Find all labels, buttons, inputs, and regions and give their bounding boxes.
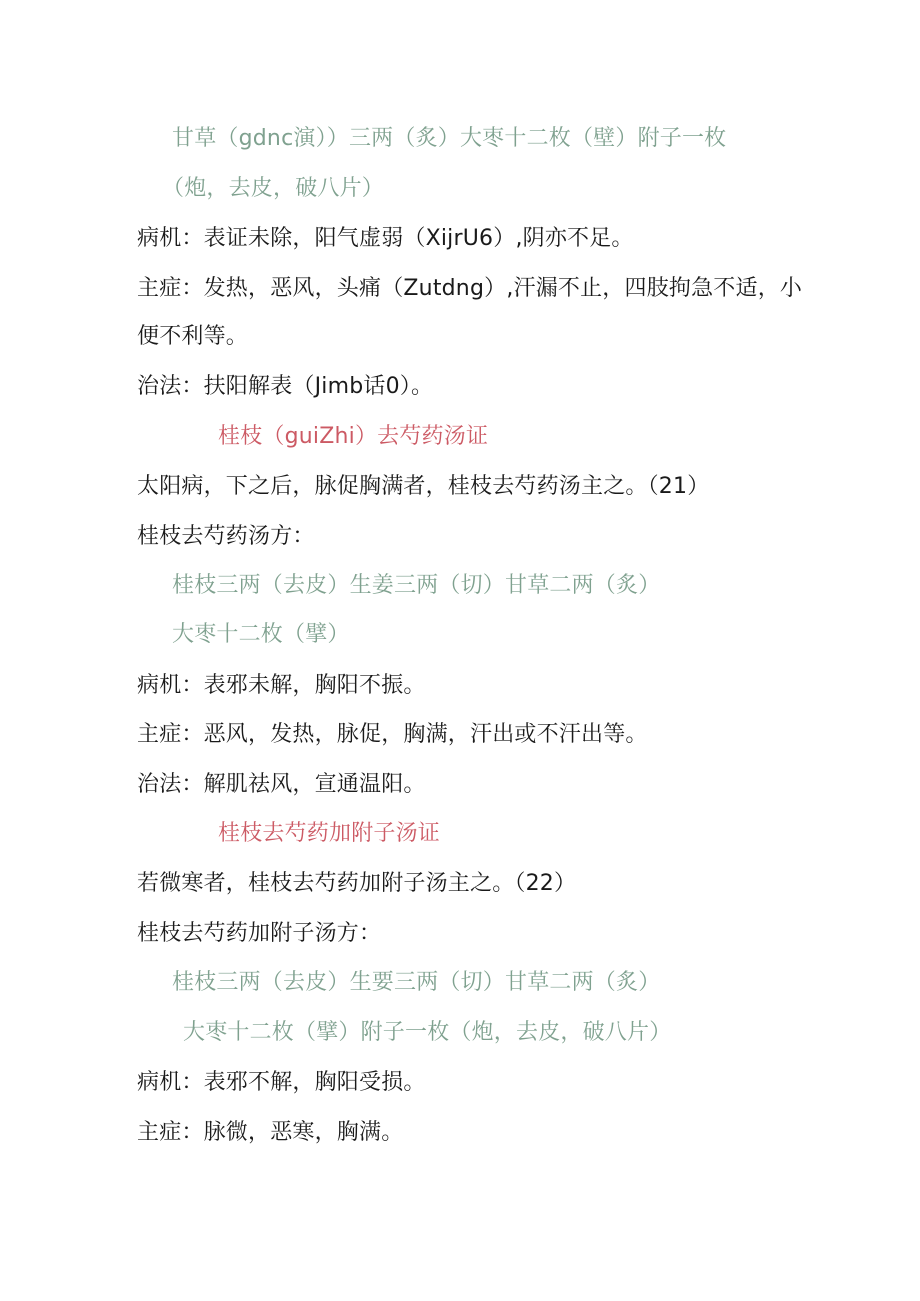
symptoms-line: 主症：发热，恶风，头痛（Zutdng）,汗漏不止，四肢拘急不适，小 [137,276,803,301]
clause-line: 若微寒者，桂枝去芍药加附子汤主之。（22） [137,871,577,896]
section-heading: 桂枝（guiZhi）去芍药汤证 [218,424,489,449]
prescription-title: 桂枝去芍药加附子汤方： [137,921,382,946]
section-heading: 桂枝去芍药加附子汤证 [218,821,441,846]
formula-line: 大枣十二枚（擘） [172,622,350,647]
treatment-line: 治法：解肌祛风，宣通温阳。 [137,772,426,797]
prescription-title: 桂枝去芍药汤方： [137,524,315,549]
pathogenesis-line: 病机：表证未除，阳气虚弱（XijrU6）,阴亦不足。 [137,226,634,251]
clause-line: 太阳病，下之后，脉促胸满者，桂枝去芍药汤主之。（21） [137,474,710,499]
formula-line: 大枣十二枚（擘）附子一枚（炮，去皮，破八片） [183,1020,672,1045]
formula-line: （炮，去皮，破八片） [162,176,385,201]
symptoms-line-continued: 便不利等。 [137,324,249,349]
formula-line: 桂枝三两（去皮）生要三两（切）甘草二两（炙） [172,970,661,995]
treatment-line: 治法：扶阳解表（Jimb话0）。 [137,374,434,399]
formula-line: 甘草（gdnc演））三两（炙）大枣十二枚（壁）附子一枚 [172,126,727,151]
symptoms-line: 主症：恶风，发热，脉促，胸满，汗出或不汗出等。 [137,722,648,747]
symptoms-line: 主症：脉微，恶寒，胸满。 [137,1120,404,1145]
formula-line: 桂枝三两（去皮）生姜三两（切）甘草二两（炙） [172,573,661,598]
pathogenesis-line: 病机：表邪不解，胸阳受损。 [137,1070,426,1095]
pathogenesis-line: 病机：表邪未解，胸阳不振。 [137,673,426,698]
